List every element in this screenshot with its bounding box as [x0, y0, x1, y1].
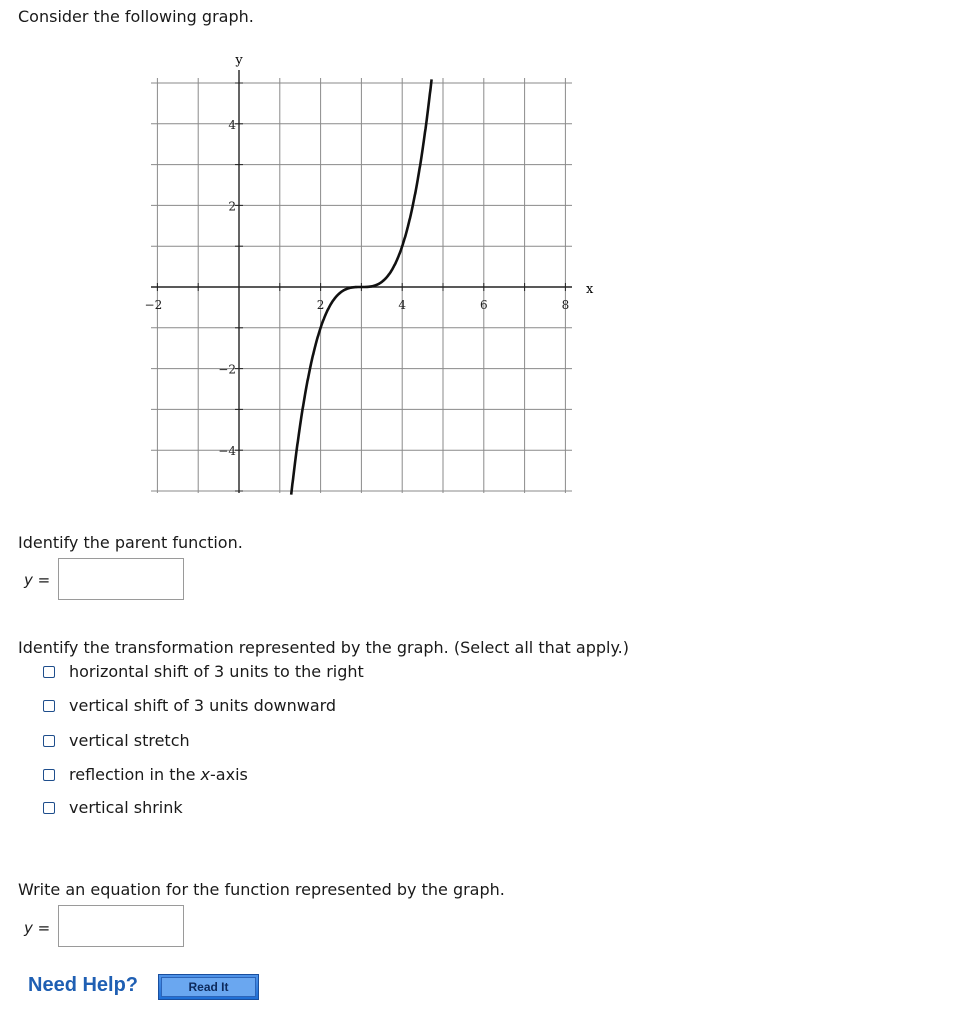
- option-vertical-shift[interactable]: [43, 696, 336, 715]
- parent-function-prompt: Identify the parent function.: [18, 533, 243, 552]
- checkbox[interactable]: [43, 769, 55, 781]
- eq-sign: =: [32, 919, 51, 937]
- x-axis-label: x: [586, 282, 594, 297]
- checkbox[interactable]: [43, 700, 55, 712]
- y-tick-label: 2: [228, 199, 236, 214]
- option-label: vertical shift of 3 units downward: [69, 696, 337, 715]
- checkbox[interactable]: [43, 735, 55, 747]
- checkbox[interactable]: [43, 666, 55, 678]
- option-label: [69, 765, 248, 784]
- equation-input[interactable]: [58, 905, 184, 947]
- y-axis-label: y: [235, 53, 243, 68]
- checkbox[interactable]: [43, 802, 55, 814]
- y-tick-label: −4: [218, 444, 236, 459]
- question-intro: Consider the following graph.: [18, 7, 254, 26]
- x-tick-label: 8: [561, 298, 570, 312]
- option-label: vertical shrink: [69, 798, 183, 817]
- x-tick-label: 4: [398, 298, 407, 312]
- option-horizontal-shift[interactable]: [43, 662, 364, 681]
- y-tick-label: −2: [218, 362, 236, 377]
- y-tick-label: 4: [228, 117, 236, 132]
- option-vertical-stretch[interactable]: [43, 731, 190, 750]
- parent-function-input[interactable]: [58, 558, 184, 600]
- option-label: horizontal shift of 3 units to the right: [69, 662, 364, 681]
- option-label-var: x: [200, 765, 211, 784]
- eq-variable: y: [24, 571, 33, 589]
- read-it-label: Read It: [161, 977, 256, 997]
- option-label: vertical stretch: [69, 731, 190, 750]
- read-it-button[interactable]: [158, 974, 259, 1000]
- option-vertical-shrink[interactable]: [43, 798, 183, 817]
- option-reflection-x-axis[interactable]: [43, 765, 248, 784]
- cubic-function-graph: [0, 0, 966, 510]
- eq-sign: =: [32, 571, 51, 589]
- equation-eq-label: [24, 919, 50, 937]
- transformation-prompt: Identify the transformation represented by the graph. (Select all that apply.): [18, 638, 629, 657]
- parent-function-eq-label: [24, 571, 50, 589]
- option-label-after: -axis: [210, 765, 248, 784]
- equation-prompt: Write an equation for the function represented by the graph.: [18, 880, 505, 899]
- need-help-label: Need Help?: [28, 974, 139, 996]
- option-label-before: reflection in the: [69, 765, 201, 784]
- x-tick-label: −2: [144, 298, 163, 312]
- x-tick-label: 2: [316, 298, 325, 312]
- eq-variable: y: [24, 919, 33, 937]
- x-tick-label: 6: [479, 298, 488, 312]
